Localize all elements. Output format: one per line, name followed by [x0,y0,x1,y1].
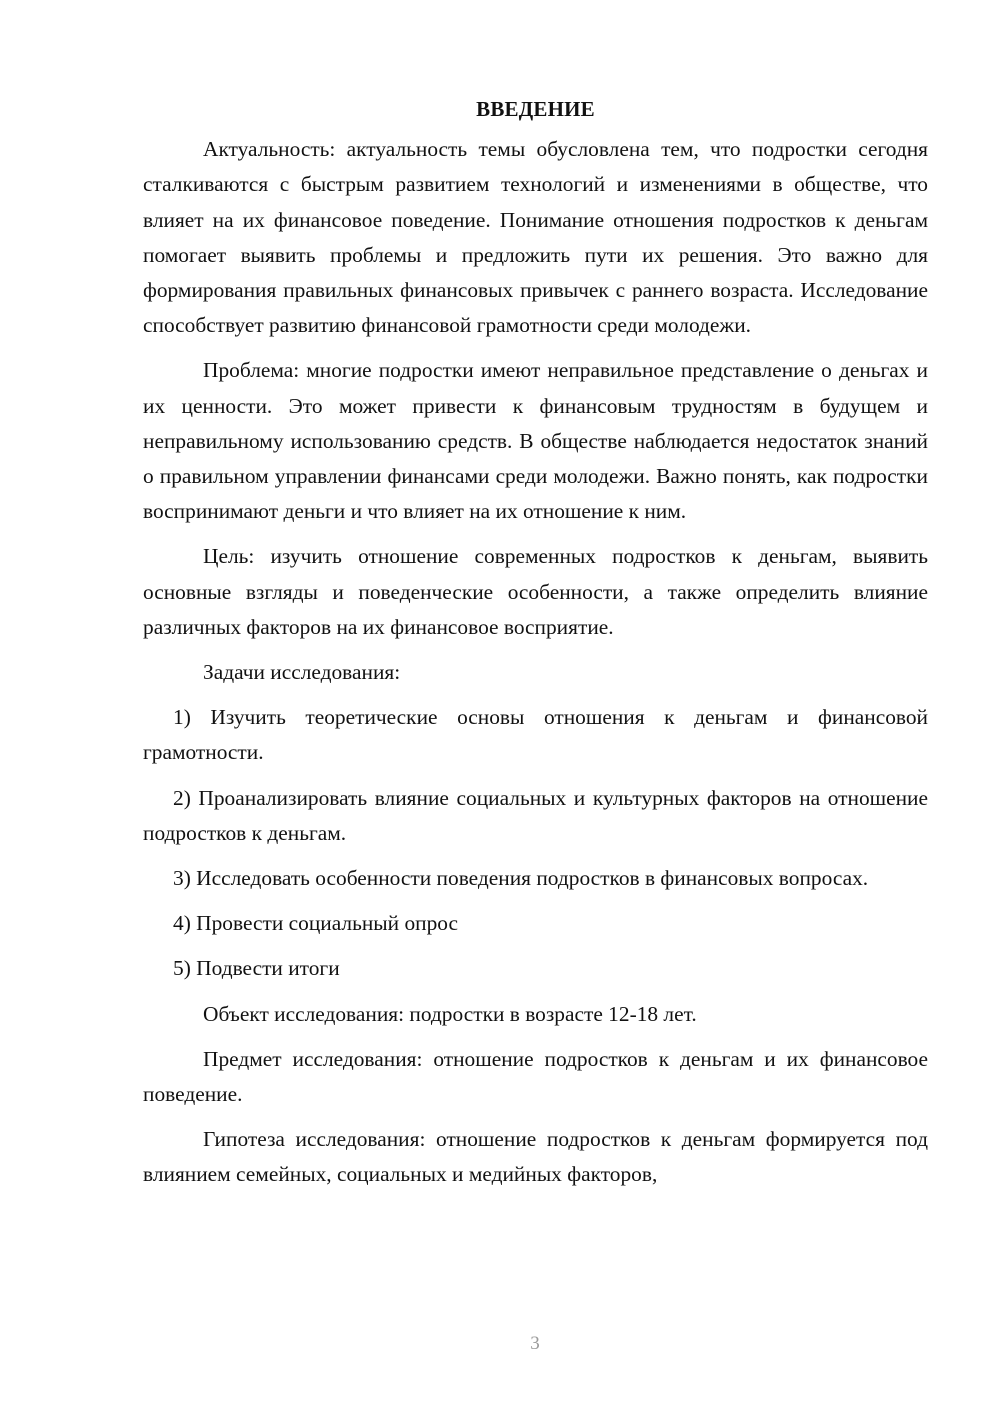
list-item: 2) Проанализировать влияние социальных и культурных факторов на отношение подростков к деньгам. [143,785,928,845]
page-number: 3 [530,1333,540,1354]
paragraph-subject: Предмет исследования: отношение подростков к деньгам и их финансовое поведение. [143,1046,928,1107]
list-item: 3) Исследовать особенности поведения подростков в финансовых вопросах. [173,866,869,891]
list-item: 1) Изучить теоретические основы отношения к деньгам и финансовой грамотности. [143,705,928,765]
paragraph-problem: Проблема: многие подростки имеют неправильное представление о деньгах и их ценности. Это может привести к финансовым трудностям в будущем и неправильному использованию средств. В обществе наблюдается недостаток знаний о правильном управлении финансами среди молодежи. Важно понять, как подростки воспринимают деньги и что влияет на их отношение к ним. [143,358,928,524]
paragraph-goal: Цель: изучить отношение современных подростков к деньгам, выявить основные взгляды и поведенческие особенности, а также определить влияние различных факторов на их финансовое восприятие. [143,544,928,639]
paragraph-relevance: Актуальность: актуальность темы обусловлена тем, что подростки сегодня сталкиваются с быстрым развитием технологий и изменениями в обществе, что влияет на их финансовое поведение. Понимание отношения подростков к деньгам помогает выявить проблемы и предложить пути их решения. Это важно для формирования правильных финансовых привычек с раннего возраста. Исследование способствует развитию финансовой грамотности среди молодежи. [143,137,928,338]
list-item: 4) Провести социальный опрос [173,911,459,936]
paragraph-object: Объект исследования: подростки в возрасте 12-18 лет. [203,1001,697,1026]
tasks-heading: Задачи исследования: [203,660,401,685]
page-content [143,92,928,1203]
list-item: 5) Подвести итоги [173,956,340,981]
paragraph-hypothesis: Гипотеза исследования: отношение подростков к деньгам формируется под влиянием семейных, социальных и медийных факторов, [143,1127,928,1187]
page-title: ВВЕДЕНИЕ [476,97,595,121]
